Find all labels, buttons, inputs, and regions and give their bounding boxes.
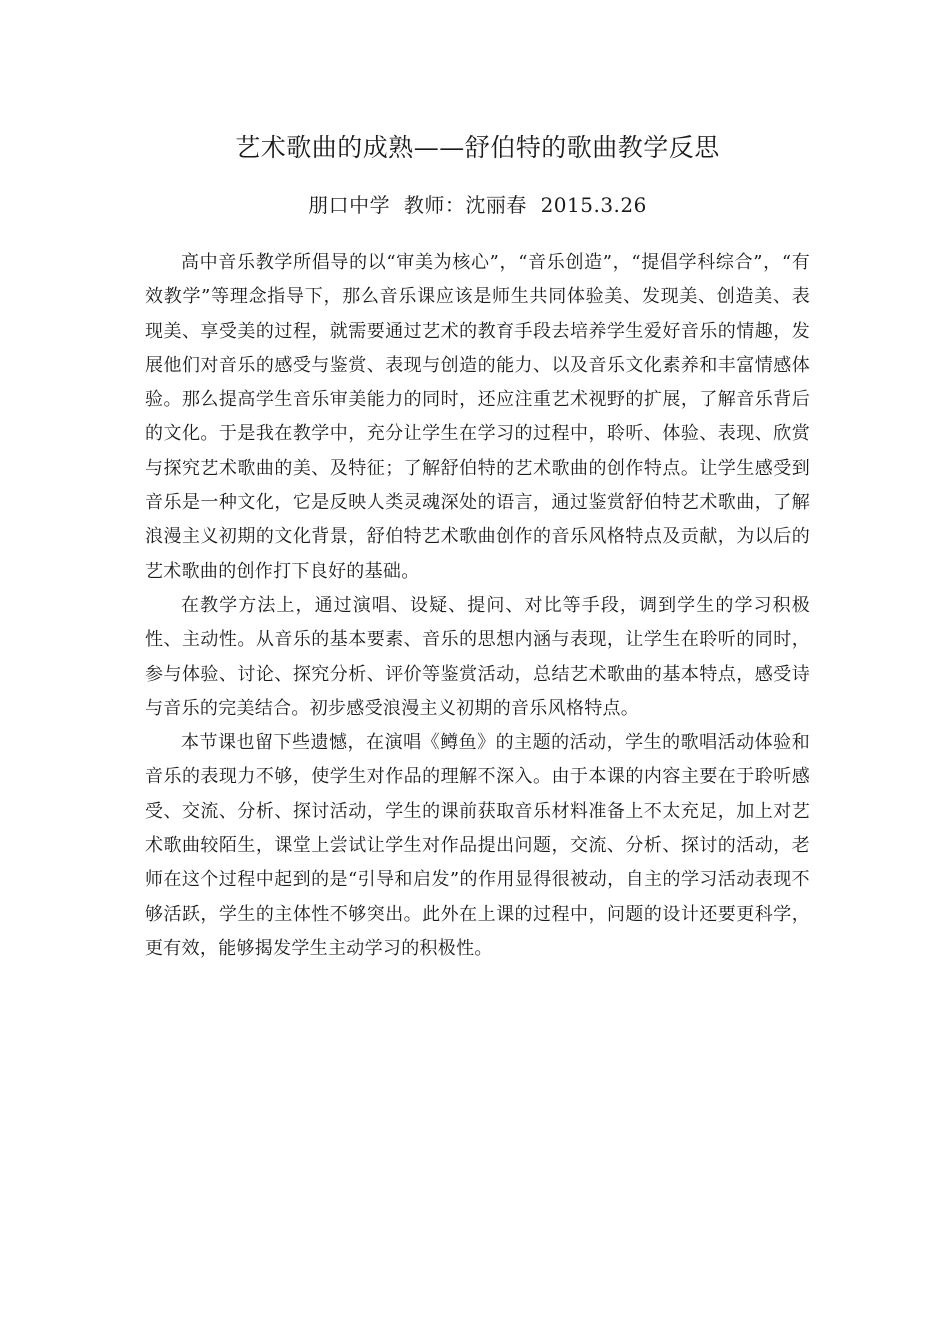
body-paragraph-3: 本节课也留下些遗憾，在演唱《鳟鱼》的主题的活动，学生的歌唱活动体验和音乐的表现力不够，使学生对作品的理解不深入。由于本课的内容主要在于聆听感受、交流、分析、探讨活动，学生的课前获取音乐材料准备上不太充足，加上对艺术歌曲较陌生，课堂上尝试让学生对作品提出问题，交流、分析、探讨的活动，老师在这个过程中起到的是“引导和启发”的作用显得很被动，自主的学习活动表现不够活跃，学生的主体性不够突出。此外在上课的过程中，问题的设计还要更科学，更有效，能够揭发学生主动学习的积极性。 [145, 732, 810, 959]
body-paragraph-2: 在教学方法上，通过演唱、设疑、提问、对比等手段，调到学生的学习积极性、主动性。从音乐的基本要素、音乐的思想内涵与表现，让学生在聆听的同时，参与体验、讨论、探究分析、评价等鉴赏活动，总结艺术歌曲的基本特点，感受诗与音乐的完美结合。初步感受浪漫主义初期的音乐风格特点。 [145, 594, 810, 719]
byline-teacher: 教师：沈丽春 [403, 193, 527, 217]
body-paragraph-1: 高中音乐教学所倡导的以“审美为核心”，“音乐创造”，“提倡学科综合”，“有效教学”等理念指导下，那么音乐课应该是师生共同体验美、发现美、创造美、表现美、享受美的过程，就需要通过艺术的教育手段去培养学生爱好音乐的情趣，发展他们对音乐的感受与鉴赏、表现与创造的能力、以及音乐文化素养和丰富情感体验。那么提高学生音乐审美能力的同时，还应注重艺术视野的扩展，了解音乐背后的文化。于是我在教学中，充分让学生在学习的过程中，聆听、体验、表现、欣赏与探究艺术歌曲的美、及特征；了解舒伯特的艺术歌曲的创作特点。让学生感受到音乐是一种文化，它是反映人类灵魂深处的语言，通过鉴赏舒伯特艺术歌曲，了解浪漫主义初期的文化背景，舒伯特艺术歌曲创作的音乐风格特点及贡献，为以后的艺术歌曲的创作打下良好的基础。 [145, 252, 810, 582]
document-byline [145, 190, 810, 220]
byline-date: 2015.3.26 [540, 193, 647, 217]
byline-school: 朋口中学 [308, 193, 391, 217]
document-page [145, 128, 810, 966]
document-title: 艺术歌曲的成熟——舒伯特的歌曲教学反思 [235, 133, 720, 162]
